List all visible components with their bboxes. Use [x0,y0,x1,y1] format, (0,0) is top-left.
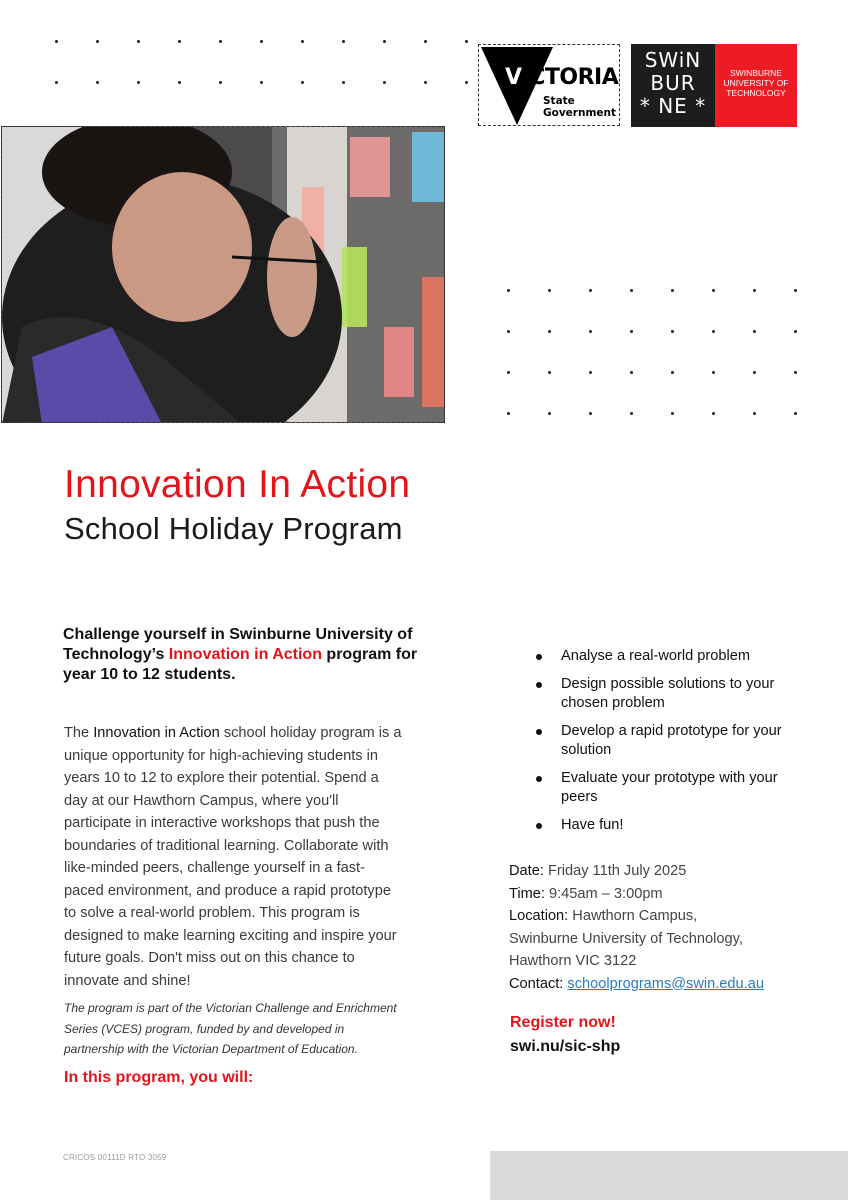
decorative-dot [630,412,633,415]
program-name: Innovation in Action [93,725,220,741]
decorative-dot [507,289,510,292]
event-location: Location: Hawthorn Campus, [509,908,698,924]
event-location-line3: Hawthorn VIC 3122 [509,953,637,969]
decorative-dot [55,40,58,43]
decorative-dot [383,40,386,43]
decorative-dot [753,330,756,333]
decorative-dot [96,40,99,43]
decorative-dot [630,289,633,292]
decorative-dot [178,40,181,43]
decorative-dot [219,81,222,84]
decorative-dot [589,371,592,374]
register-url[interactable]: swi.nu/sic-shp [510,1038,621,1055]
decorative-dot [753,371,756,374]
register-heading: Register now! [510,1014,616,1031]
decorative-dot [753,412,756,415]
decorative-dot [712,412,715,415]
victoria-state-government-logo [478,44,620,126]
decorative-dot [507,371,510,374]
list-item: Evaluate your prototype with your peers [533,769,803,808]
victoria-wordmark: VICTORIA [505,65,619,90]
list-item: Analyse a real-world problem [533,647,803,667]
decorative-dot [671,289,674,292]
page-title: Innovation In Action [64,463,411,506]
decorative-dot [630,371,633,374]
decorative-dot [794,289,797,292]
decorative-dot [260,81,263,84]
decorative-dot [178,81,181,84]
decorative-dot [424,40,427,43]
decorative-dot [630,330,633,333]
event-location-line2: Swinburne University of Technology, [509,930,743,947]
decorative-dot [548,330,551,333]
decorative-dot [794,371,797,374]
program-activities-list [533,647,803,843]
list-item: Develop a rapid prototype for your solution [533,722,803,761]
decorative-dot [260,40,263,43]
event-time: Time: 9:45am – 3:00pm [509,885,663,902]
decorative-dot [753,289,756,292]
contact-email-link[interactable]: schoolprograms@swin.edu.au [567,975,764,992]
decorative-dot [383,81,386,84]
event-contact: Contact: schoolprograms@swin.edu.au [509,975,764,992]
hero-photo-illustration [2,127,445,423]
program-list-heading: In this program, you will: [64,1069,254,1086]
decorative-dot [465,40,468,43]
decorative-dot [96,81,99,84]
decorative-dot [219,40,222,43]
decorative-dot [301,81,304,84]
decorative-dot [671,412,674,415]
hero-photo [1,126,445,423]
victoria-state-text: State Government [543,95,617,119]
decorative-dot [465,81,468,84]
funding-note: The program is part of the Victorian Challenge and Enrichment Series (VCES) program, funded by and developed in partnership with the Victorian Department of Education. [64,1001,397,1056]
page-subtitle: School Holiday Program [64,511,403,546]
decorative-dot [589,412,592,415]
program-description: The Innovation in Action school holiday program is a unique opportunity for high-achieving students in years 10 to 12 to explore their potential. Spend a day at our Hawthorn Campus, where you'll participate in interactive workshops that push the boundaries of traditional learning. Collaborate with like-minded peers, challenge yourself in a fast-paced environment, and produce a rapid prototype to solve a real-world problem. This program is designed to make learning exciting and inspire your future goals. Don't miss out on this chance to innovate and shine! [64,725,402,989]
decorative-dot [342,40,345,43]
swinburne-name-block: SWINBURNE UNIVERSITY OF TECHNOLOGY [715,44,797,127]
lead-highlight: Innovation in Action [168,646,322,663]
decorative-dot [712,371,715,374]
decorative-dot [301,40,304,43]
list-item: Have fun! [533,816,803,836]
swinburne-mark: SWiN BUR * NE * [631,44,715,127]
decorative-dot [342,81,345,84]
swinburne-logo [631,44,797,127]
decorative-dot [55,81,58,84]
event-date: Date: Friday 11th July 2025 [509,863,687,879]
decorative-dot [507,330,510,333]
decorative-dot [507,412,510,415]
decorative-dot [712,289,715,292]
decorative-dot [548,289,551,292]
decorative-dot [589,330,592,333]
decorative-dot [671,330,674,333]
decorative-dot [137,40,140,43]
decorative-dot [671,371,674,374]
decorative-dot [137,81,140,84]
decorative-dot [794,330,797,333]
footer-grey-block [490,1151,848,1200]
decorative-dot [548,412,551,415]
decorative-dot [712,330,715,333]
decorative-dot [589,289,592,292]
list-item: Design possible solutions to your chosen problem [533,675,803,714]
cricos-footer: CRICOS 00111D RTO 3059 [63,1153,167,1162]
decorative-dot [794,412,797,415]
decorative-dot [424,81,427,84]
lead-paragraph: Challenge yourself in Swinburne University of Technology’s Innovation in Action program for year 10 to 12 students. [63,626,418,683]
event-details [509,860,829,995]
decorative-dot [548,371,551,374]
